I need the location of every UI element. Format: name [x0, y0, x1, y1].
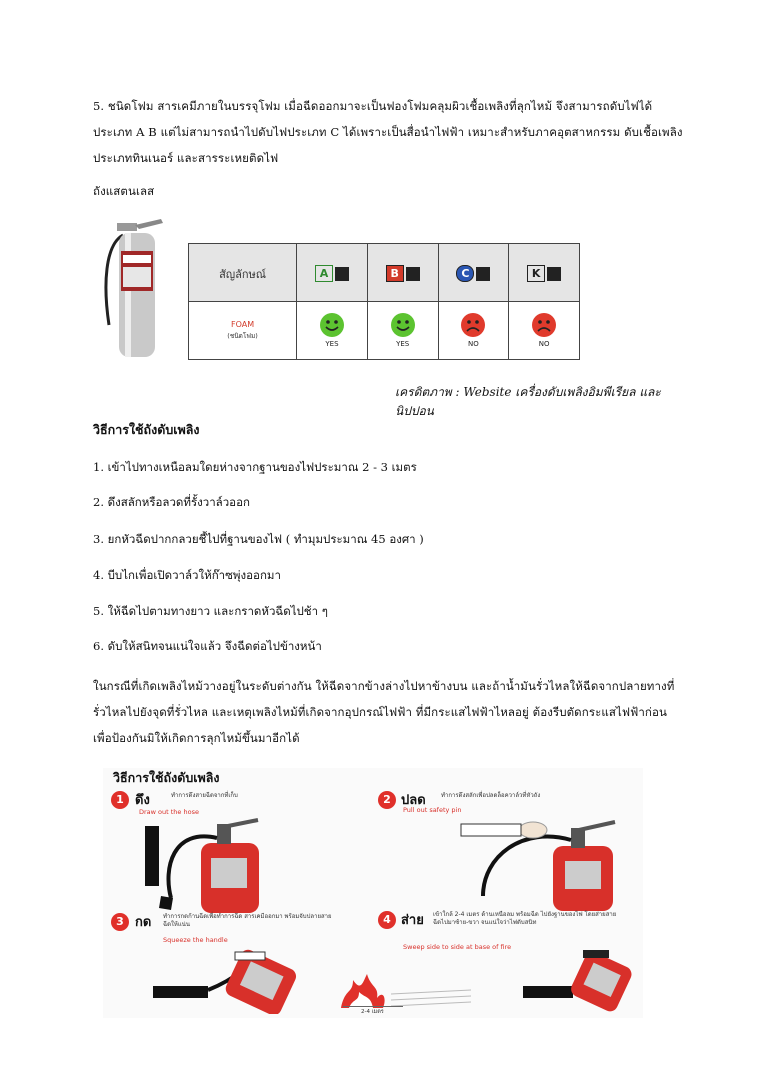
foam-row-label-cell: [189, 302, 297, 360]
step-2-en: Pull out safety pin: [403, 806, 462, 814]
step-2-word: ปลด: [401, 793, 426, 808]
foam-label: FOAM: [230, 320, 255, 329]
stainless-extinguisher-image: [95, 215, 170, 365]
step-4-desc: เข้าใกล้ 2-4 เมตร ด้านเหนือลม พร้อมฉีด ไปยังฐานของไฟ โดยส่ายสายฉีดไปมาซ้าย-ขวา จนแน่ใจว่าไฟดับสนิท: [433, 911, 617, 926]
sad-face-icon: [461, 313, 485, 337]
step-3-number: 3: [111, 913, 129, 931]
sad-face-icon: [532, 313, 556, 337]
extinguisher-draw-hose-icon: [133, 818, 283, 913]
class-b-badge: B: [386, 265, 404, 282]
class-b-cell: [367, 244, 438, 302]
foam-sublabel: (ชนิดโฟม): [227, 332, 258, 340]
result-a: YES: [325, 340, 339, 348]
step-2-desc: ทำการดึงสลักเพื่อปลดล็อควาล์วที่หัวถัง: [441, 792, 541, 799]
class-a-badge: A: [315, 265, 333, 282]
step-1-word: ดึง: [135, 793, 150, 808]
distance-line: [343, 1006, 403, 1007]
flame-icon: [331, 968, 471, 1016]
class-a-icon: [335, 267, 349, 281]
distance-label: 2-4 เมตร: [361, 1009, 384, 1015]
intro-paragraph: [93, 93, 693, 171]
extinguisher-squeeze-handle-icon: [123, 948, 303, 1014]
class-k-cell: [509, 244, 580, 302]
step-1-number: 1: [111, 791, 129, 809]
note-line-2: รั่วไหลไปยังจุดที่รั่วไหล และเหตุเพลิงไหม้ที่เกิดจากอุปกรณ์ไฟฟ้า ที่มีกระแสไฟฟ้าไหลอยู่ ต้องรีบตัดกระแสไฟฟ้าก่อน: [93, 705, 667, 719]
note-line-3: เพื่อป้องกันมิให้เกิดการลุกไหม้ขึ้นมาอีกได้: [93, 731, 300, 745]
intro-line-2: ประเภท A B แต่ไม่สามารถนำไปดับไฟประเภท C ได้เพราะเป็นสื่อนำไฟฟ้า เหมาะสำหรับภาคอุตสาหกรรม ดับเชื้อเพลิง: [93, 125, 683, 139]
result-c: NO: [468, 340, 479, 348]
tank-label: ถังแสตนเลส: [93, 184, 155, 198]
result-b: YES: [396, 340, 410, 348]
symbol-header-cell: [189, 244, 297, 302]
symbol-header-label: สัญลักษณ์: [219, 267, 267, 281]
list-item: 2. ดึงสลักหรือลวดที่รั้งวาล์วออก: [93, 495, 250, 509]
result-b-cell: [367, 302, 438, 360]
result-k-cell: [509, 302, 580, 360]
list-item: 4. บีบไกเพื่อเปิดวาล์วให้ก๊าซพุ่งออกมา: [93, 568, 281, 582]
result-k: NO: [538, 340, 550, 348]
smile-face-icon: [391, 313, 415, 337]
step-1-desc: ทำการดึงสายฉีดจากที่เก็บ: [171, 792, 238, 799]
note-paragraph: [93, 673, 703, 751]
extinguisher-pull-pin-icon: [403, 816, 633, 911]
class-b-icon: [406, 267, 420, 281]
intro-line-1: 5. ชนิดโฟม สารเคมีภายในบรรจุโฟม เมื่อฉีดออกมาจะเป็นฟองโฟมคลุมผิวเชื้อเพลิงที่ลุกไหม้ จึงสามารถดับไฟได้: [93, 99, 653, 113]
class-k-badge: K: [527, 265, 545, 282]
list-item: 1. เข้าไปทางเหนือลมใดยห่างจากฐานของไฟประมาณ 2 - 3 เมตร: [93, 460, 417, 474]
class-a-cell: [297, 244, 368, 302]
symbol-table: [188, 243, 580, 360]
list-item: 6. ดับให้สนิทจนแน่ใจแล้ว จึงฉีดต่อไปข้างหน้า: [93, 639, 322, 653]
howto-heading: วิธีการใช้ถังดับเพลิง: [93, 422, 200, 437]
intro-line-3: ประเภททินเนอร์ และสารระเหยติดไฟ: [93, 151, 279, 165]
extinguisher-sweep-icon: [483, 948, 633, 1014]
class-c-badge: C: [456, 265, 474, 282]
usage-guide-graphic: [103, 768, 643, 1018]
result-c-cell: [438, 302, 509, 360]
guide-title: วิธีการใช้ถังดับเพลิง: [113, 770, 220, 785]
step-3-word: กด: [135, 915, 152, 930]
result-a-cell: [297, 302, 368, 360]
step-4-word: ส่าย: [401, 913, 424, 928]
note-line-1: ในกรณีที่เกิดเพลิงไหม้วางอยู่ในระดับต่างกัน ให้ฉีดจากข้างล่างไปหาข้างบน และถ้าน้ำมันรั่วไหลให้ฉีดจากปลายทางที่: [93, 679, 675, 693]
list-item: 5. ให้ฉีดไปตามทางยาว และกราดหัวฉีดไปช้า ๆ: [93, 604, 328, 618]
step-3-en: Squeeze the handle: [163, 936, 228, 944]
smile-face-icon: [320, 313, 344, 337]
class-k-icon: [547, 267, 561, 281]
step-3-desc: ทำการกดก้านฉีดเพื่อทำการฉีด สารเคมีออกมา พร้อมจับปลายสายฉีดให้แน่น: [163, 913, 332, 928]
step-4-number: 4: [378, 911, 396, 929]
class-c-cell: [438, 244, 509, 302]
list-item: 3. ยกหัวฉีดปากกลวยชี้ไปที่ฐานของไฟ ( ทำมุมประมาณ 45 องศา ): [93, 532, 424, 546]
class-c-icon: [476, 267, 490, 281]
image-credit: เครดิตภาพ : Website เครื่องดับเพลิงอิมพีเรียล และนิปปอน: [395, 385, 661, 418]
step-4-en: Sweep side to side at base of fire: [403, 943, 512, 951]
step-2-number: 2: [378, 791, 396, 809]
step-1-en: Draw out the hose: [139, 808, 199, 816]
